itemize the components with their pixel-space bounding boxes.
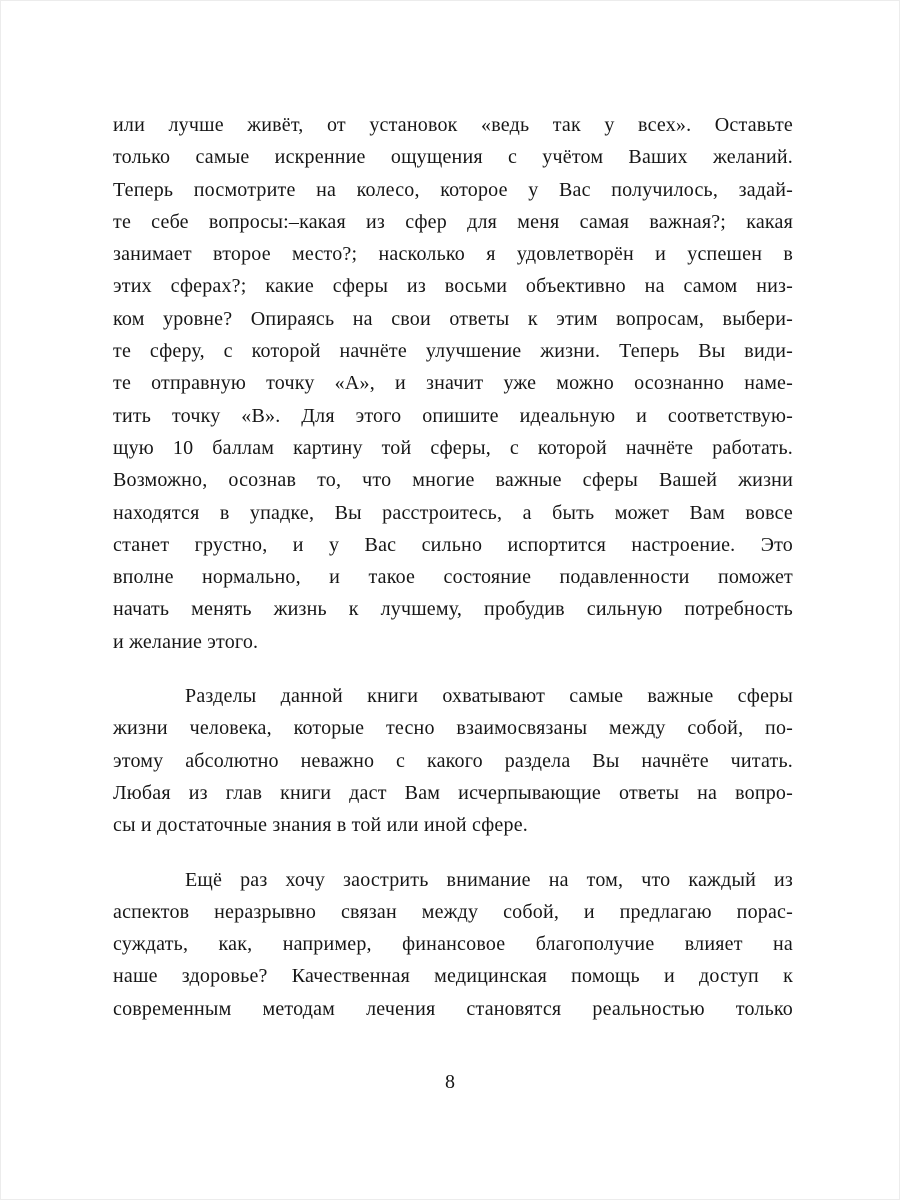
paragraph — [113, 109, 793, 658]
text-line: Ещё раз хочу заострить внимание на том, что каждый из — [185, 868, 793, 891]
text-line: занимает второе место?; насколько я удовлетворён и успешен в — [113, 243, 793, 266]
text-line: станет грустно, и у Вас сильно испортится настроение. Это — [113, 533, 793, 556]
text-line: или лучше живёт, от установок «ведь так у всех». Оставьте — [113, 114, 793, 136]
page-number: 8 — [445, 1071, 455, 1093]
text-line: Разделы данной книги охватывают самые важные сферы — [185, 685, 793, 708]
text-line: тить точку «В». Для этого опишите идеальную и соответствую- — [113, 404, 793, 427]
text-line: суждать, как, например, финансовое благополучие влияет на — [113, 933, 793, 956]
text-line: и желание этого. — [113, 630, 259, 653]
text-line: находятся в упадке, Вы расстроитесь, а быть может Вам вовсе — [113, 501, 793, 524]
text-line: Возможно, осознав то, что многие важные сферы Вашей жизни — [113, 469, 793, 492]
text-line: аспектов неразрывно связан между собой, и предлагаю порас- — [113, 900, 793, 923]
text-line: жизни человека, которые тесно взаимосвязаны между собой, по- — [113, 717, 793, 740]
text-line: только самые искренние ощущения с учётом Ваших желаний. — [113, 146, 793, 169]
text-line: современным методам лечения становятся реальностью только — [113, 997, 793, 1020]
text-line: те сферу, с которой начнёте улучшение жизни. Теперь Вы види- — [113, 340, 793, 363]
paragraph — [113, 680, 793, 841]
text-line: этому абсолютно неважно с какого раздела Вы начнёте читать. — [113, 749, 793, 772]
text-line: сы и достаточные знания в той или иной сфере. — [113, 814, 528, 837]
text-block — [113, 109, 793, 1025]
text-line: те себе вопросы:–какая из сфер для меня самая важная?; какая — [113, 210, 793, 233]
text-line: этих сферах?; какие сферы из восьми объективно на самом низ- — [113, 275, 793, 298]
text-line: щую 10 баллам картину той сферы, с которой начнёте работать. — [113, 436, 793, 459]
text-line: наше здоровье? Качественная медицинская помощь и доступ к — [113, 965, 793, 988]
paragraph — [113, 864, 793, 1025]
text-line: начать менять жизнь к лучшему, пробудив сильную потребность — [113, 598, 793, 621]
text-line: ком уровне? Опираясь на свои ответы к этим вопросам, выбери- — [113, 307, 793, 330]
text-line: вполне нормально, и такое состояние подавленности поможет — [113, 566, 793, 589]
text-line: Любая из глав книги даст Вам исчерпывающие ответы на вопро- — [113, 781, 793, 804]
text-line: Теперь посмотрите на колесо, которое у Вас получилось, задай- — [113, 178, 793, 201]
text-line: те отправную точку «А», и значит уже можно осознанно наме- — [113, 372, 793, 395]
